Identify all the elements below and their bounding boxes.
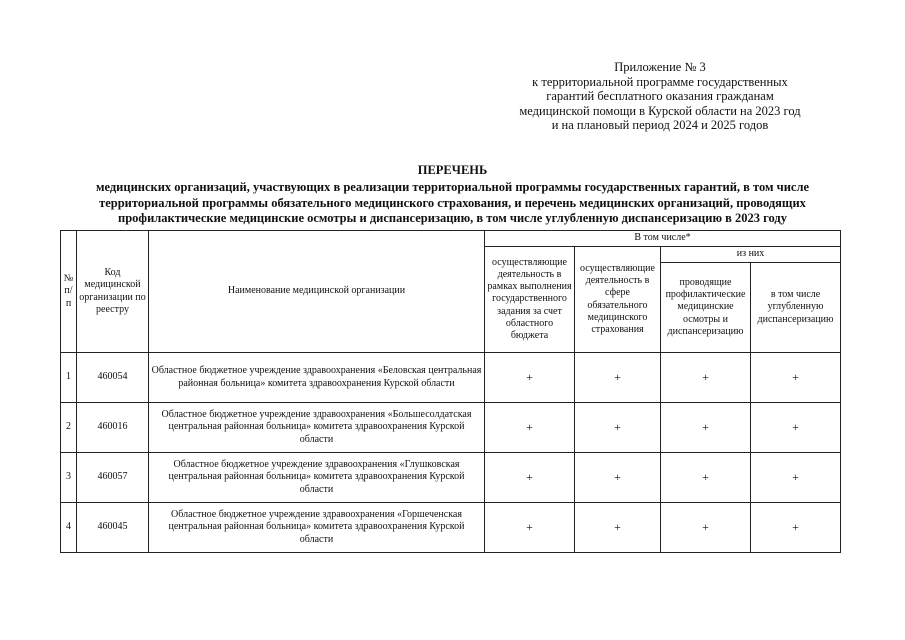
row-name: Областное бюджетное учреждение здравоохранения «Большесолдатская центральная районная больница» комитета здравоохранения Курской области bbox=[149, 403, 485, 453]
row-name: Областное бюджетное учреждение здравоохранения «Глушковская центральная районная больница» комитета здравоохранения Курской области bbox=[149, 453, 485, 503]
row-code: 460045 bbox=[77, 503, 149, 553]
mark-state-task: + bbox=[485, 453, 575, 503]
row-code: 460057 bbox=[77, 453, 149, 503]
header-num: № п/п bbox=[61, 231, 77, 353]
row-num: 1 bbox=[61, 353, 77, 403]
header-code: Код медицинской организации по реестру bbox=[77, 231, 149, 353]
table-row bbox=[61, 453, 841, 503]
document-title: ПЕРЕЧЕНЬ bbox=[417, 163, 488, 177]
appendix-line: к территориальной программе государственных bbox=[532, 74, 788, 89]
mark-prof-exams: + bbox=[661, 503, 751, 553]
appendix-line: Приложение № 3 bbox=[614, 60, 706, 74]
mark-deep-dispensarization: + bbox=[751, 503, 841, 553]
row-num: 4 bbox=[61, 503, 77, 553]
subtitle-line: территориальной программы обязательного медицинского страхования, и перечень медицинских организаций, проводящих bbox=[99, 195, 806, 210]
mark-prof-exams: + bbox=[661, 453, 751, 503]
mark-deep-dispensarization: + bbox=[751, 353, 841, 403]
row-name: Областное бюджетное учреждение здравоохранения «Беловская центральная районная больница» комитета здравоохранения Курской области bbox=[149, 353, 485, 403]
row-num: 2 bbox=[61, 403, 77, 453]
row-code: 460054 bbox=[77, 353, 149, 403]
mark-prof-exams: + bbox=[661, 403, 751, 453]
mark-oms: + bbox=[575, 403, 661, 453]
mark-state-task: + bbox=[485, 503, 575, 553]
header-deep-dispensarization: в том числе углубленную диспансеризацию bbox=[751, 263, 841, 353]
mark-deep-dispensarization: + bbox=[751, 453, 841, 503]
appendix-heading bbox=[480, 60, 840, 133]
table-row bbox=[61, 403, 841, 453]
mark-state-task: + bbox=[485, 353, 575, 403]
subtitle-line: профилактические медицинские осмотры и диспансеризацию, в том числе углубленную диспансеризацию в 2023 году bbox=[118, 211, 787, 225]
document-subtitle bbox=[40, 180, 865, 227]
header-including: В том числе* bbox=[485, 231, 841, 247]
row-name: Областное бюджетное учреждение здравоохранения «Горшеченская центральная районная больница» комитета здравоохранения Курской области bbox=[149, 503, 485, 553]
organizations-table bbox=[60, 230, 841, 553]
appendix-line: гарантий бесплатного оказания гражданам bbox=[546, 89, 774, 103]
appendix-line: медицинской помощи в Курской области на 2023 год bbox=[519, 103, 801, 118]
header-of-them: из них bbox=[661, 247, 841, 263]
mark-state-task: + bbox=[485, 403, 575, 453]
table-row bbox=[61, 503, 841, 553]
table-row bbox=[61, 353, 841, 403]
header-state-task: осуществляющие деятельность в рамках выполнения государственного задания за счет областного бюджета bbox=[485, 247, 575, 353]
row-code: 460016 bbox=[77, 403, 149, 453]
mark-prof-exams: + bbox=[661, 353, 751, 403]
header-name: Наименование медицинской организации bbox=[149, 231, 485, 353]
mark-oms: + bbox=[575, 353, 661, 403]
mark-oms: + bbox=[575, 453, 661, 503]
row-num: 3 bbox=[61, 453, 77, 503]
mark-oms: + bbox=[575, 503, 661, 553]
mark-deep-dispensarization: + bbox=[751, 403, 841, 453]
header-oms: осуществляющие деятельность в сфере обязательного медицинского страхования bbox=[575, 247, 661, 353]
appendix-line: и на плановый период 2024 и 2025 годов bbox=[551, 118, 769, 132]
subtitle-line: медицинских организаций, участвующих в реализации территориальной программы государственных гарантий, в том числе bbox=[95, 180, 810, 194]
header-prof-exams: проводящие профилактические медицинские осмотры и диспансеризацию bbox=[661, 263, 751, 353]
